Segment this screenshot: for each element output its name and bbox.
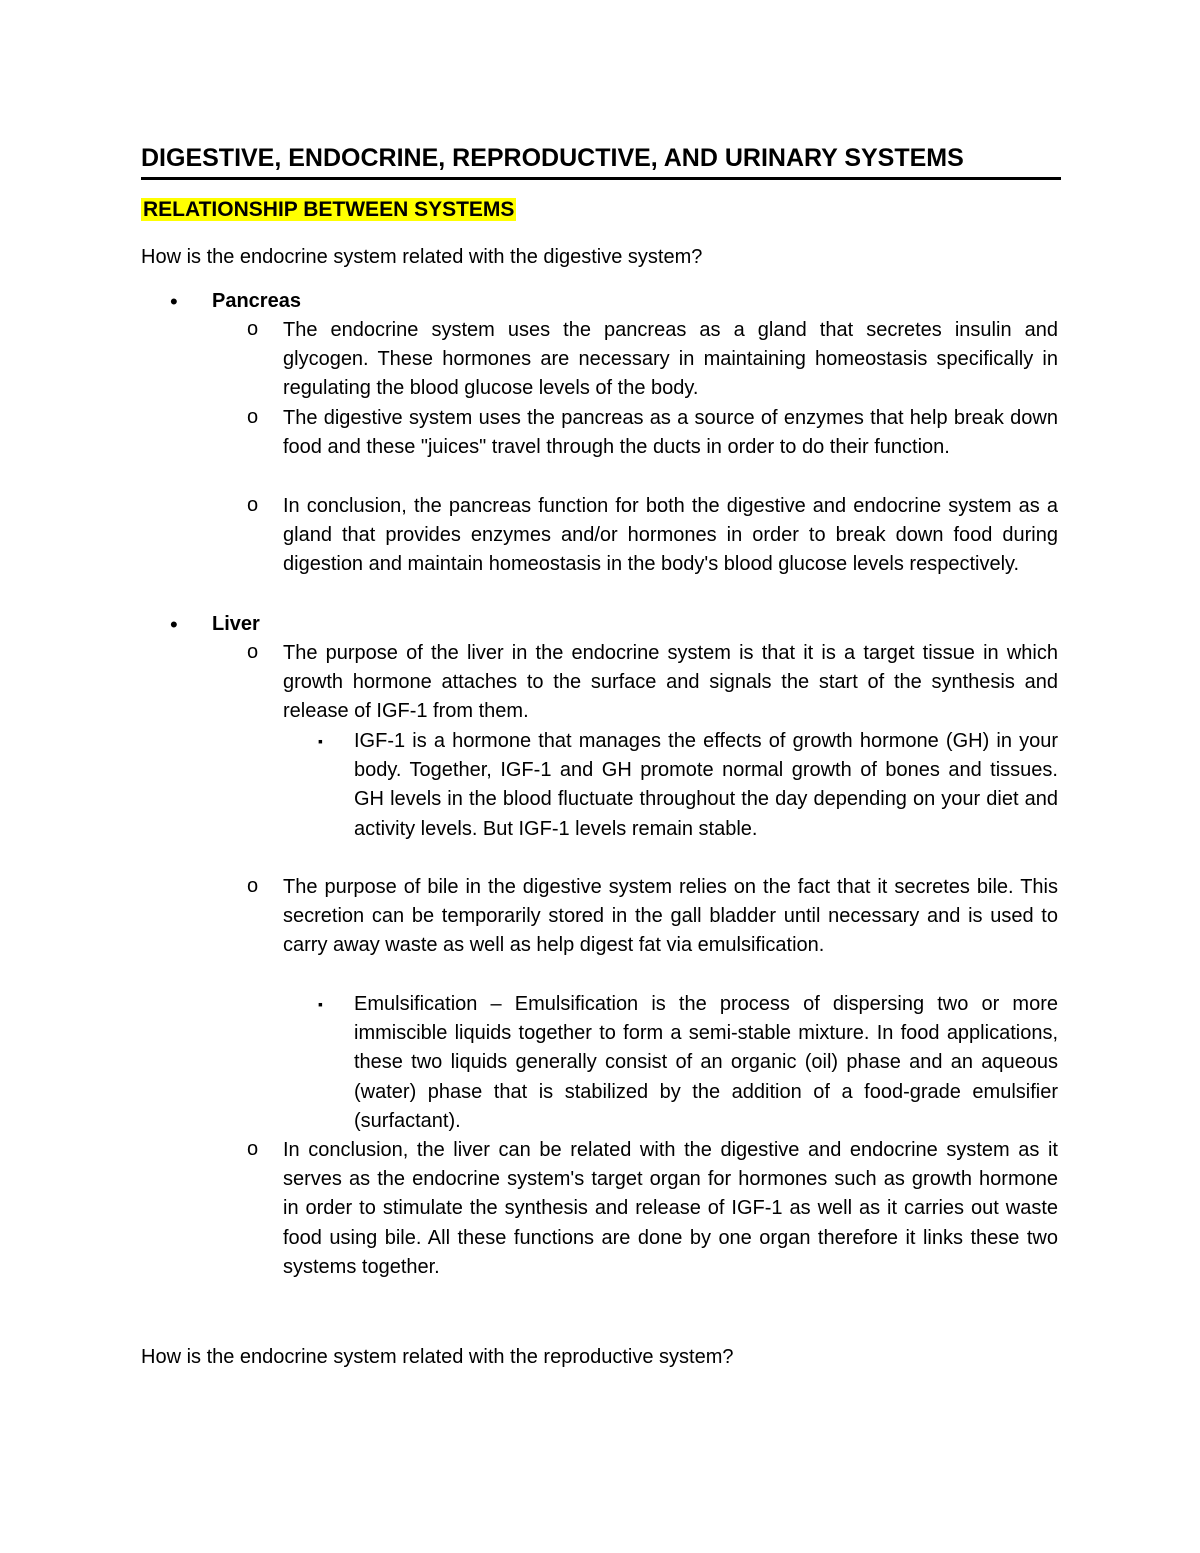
circle-bullet-icon: o xyxy=(247,406,259,428)
bullet-label: Pancreas xyxy=(212,290,301,312)
circle-bullet-icon: o xyxy=(247,318,259,340)
circle-bullet-icon: o xyxy=(247,494,259,516)
highlighted-heading-text: RELATIONSHIP BETWEEN SYSTEMS xyxy=(143,198,515,221)
bullet-label: Liver xyxy=(212,613,260,635)
square-bullet-icon: ▪ xyxy=(318,733,323,749)
list-item-text: The endocrine system uses the pancreas as a gland that secretes insulin and glycogen. These hormones are necessary in maintaining homeostasis specifically in regulating the blood glucose levels of the body. xyxy=(283,319,1058,400)
title-underline xyxy=(141,177,1061,180)
circle-bullet-icon: o xyxy=(247,1138,259,1160)
section-heading xyxy=(141,195,516,225)
list-item-text: The purpose of the liver in the endocrine system is that it is a target tissue in which growth hormone attaches to the surface and signals the start of the synthesis and release of IGF-1 from them. xyxy=(283,642,1058,723)
list-item-text: In conclusion, the pancreas function for both the digestive and endocrine system as a gland that provides enzymes and/or hormones in order to break down food during digestion and maintain homeostasis in the body's blood glucose levels respectively. xyxy=(283,495,1058,576)
circle-bullet-icon: o xyxy=(247,875,259,897)
nested-list-item-text: IGF-1 is a hormone that manages the effects of growth hormone (GH) in your body. Together, IGF-1 and GH promote normal growth of bones and tissues. GH levels in the blood fluctuate throughout the day depending on your diet and activity levels. But IGF-1 levels remain stable. xyxy=(354,730,1058,840)
bullet-dot-icon: • xyxy=(170,612,178,637)
list-item-text: In conclusion, the liver can be related with the digestive and endocrine system as it serves as the endocrine system's target organ for hormones such as growth hormone in order to stimulate the synthesis and release of IGF-1 as well as it carries out waste food using bile. All these functions are done by one organ therefore it links these two systems together. xyxy=(283,1139,1058,1278)
circle-bullet-icon: o xyxy=(247,641,259,663)
square-bullet-icon: ▪ xyxy=(318,996,323,1012)
question-reproductive: How is the endocrine system related with the reproductive system? xyxy=(141,1346,734,1368)
question-digestive: How is the endocrine system related with the digestive system? xyxy=(141,246,703,268)
list-item-text: The digestive system uses the pancreas as a source of enzymes that help break down food and these "juices" travel through the ducts in order to do their function. xyxy=(283,407,1058,459)
document-title: DIGESTIVE, ENDOCRINE, REPRODUCTIVE, AND URINARY SYSTEMS xyxy=(141,144,964,172)
list-item-text: The purpose of bile in the digestive system relies on the fact that it secretes bile. This secretion can be temporarily stored in the gall bladder until necessary and is used to carry away waste as well as help digest fat via emulsification. xyxy=(283,876,1058,957)
nested-list-item-text: Emulsification – Emulsification is the process of dispersing two or more immiscible liquids together to form a semi-stable mixture. In food applications, these two liquids generally consist of an organic (oil) phase and an aqueous (water) phase that is stabilized by the addition of a food-grade emulsifier (surfactant). xyxy=(354,993,1058,1132)
bullet-dot-icon: • xyxy=(170,289,178,314)
